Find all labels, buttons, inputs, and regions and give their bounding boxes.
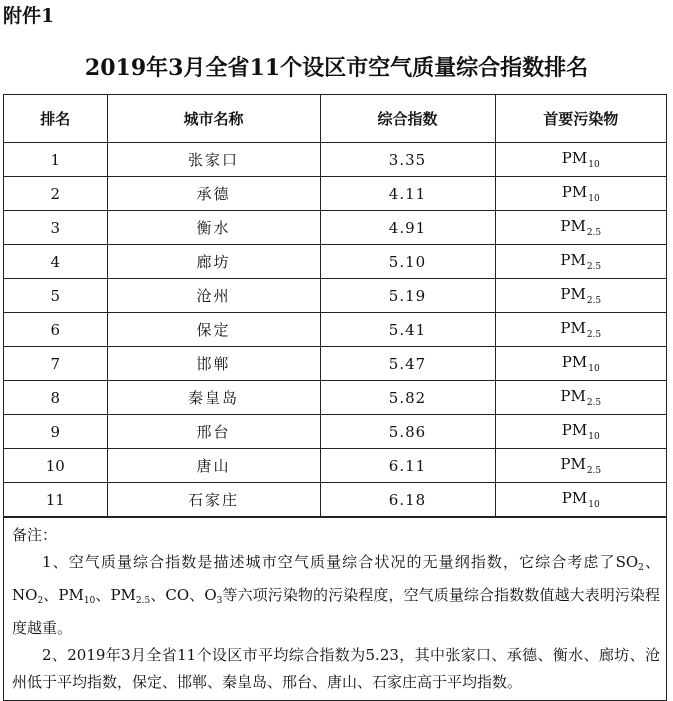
rank-cell: 2: [4, 177, 107, 211]
table-header-row: [4, 95, 666, 143]
city-cell: 邢台: [107, 415, 320, 449]
pollutant-cell: $PM_{2.5}$: [495, 381, 666, 415]
pollutant-cell: $PM_{2.5}$: [495, 211, 666, 245]
rank-cell: 6: [4, 313, 107, 347]
table-row: [4, 177, 666, 211]
index-cell: 5.86: [320, 415, 495, 449]
rank-cell: 9: [4, 415, 107, 449]
city-cell: 邯郸: [107, 347, 320, 381]
index-cell: 5.10: [320, 245, 495, 279]
pollutant-cell: $PM_{10}$: [495, 143, 666, 177]
pollutant-cell: $PM_{10}$: [495, 347, 666, 381]
table-row: [4, 211, 666, 245]
table-row: [4, 483, 666, 517]
index-cell: 4.11: [320, 177, 495, 211]
header-city: 城市名称: [107, 95, 320, 143]
table-row: [4, 245, 666, 279]
header-pollutant: 首要污染物: [495, 95, 666, 143]
index-cell: 4.91: [320, 211, 495, 245]
rank-cell: 1: [4, 143, 107, 177]
pollutant-cell: $PM_{10}$: [495, 415, 666, 449]
rank-cell: 5: [4, 279, 107, 313]
pollutant-cell: $PM_{10}$: [495, 483, 666, 517]
pollutant-cell: $PM_{2.5}$: [495, 449, 666, 483]
rank-cell: 8: [4, 381, 107, 415]
index-cell: 5.82: [320, 381, 495, 415]
table-row: [4, 313, 666, 347]
table-row: [4, 143, 666, 177]
index-cell: 5.41: [320, 313, 495, 347]
rank-cell: 10: [4, 449, 107, 483]
note-1: 1、空气质量综合指数是描述城市空气质量综合状况的无量纲指数，它综合考虑了$SO_2$、$NO_2$、$PM_{10}$、$PM_{2.5}$、CO、$O_3$等六项污染物的污染程度，空气质量综合指数数值越大表明污染程度越重。: [12, 553, 661, 637]
table-row: [4, 381, 666, 415]
table-row: [4, 279, 666, 313]
city-cell: 秦皇岛: [107, 381, 320, 415]
city-cell: 石家庄: [107, 483, 320, 517]
pollutant-cell: $PM_{2.5}$: [495, 245, 666, 279]
table-row: [4, 449, 666, 483]
city-cell: 保定: [107, 313, 320, 347]
rank-cell: 3: [4, 211, 107, 245]
city-cell: 张家口: [107, 143, 320, 177]
rank-cell: 7: [4, 347, 107, 381]
header-index: 综合指数: [320, 95, 495, 143]
ranking-table-container: [3, 94, 667, 701]
note-2: 2、2019年3月全省11个设区市平均综合指数为5.23，其中张家口、承德、衡水、廊坊、沧州低于平均指数，保定、邯郸、秦皇岛、邢台、唐山、石家庄高于平均指数。: [12, 646, 660, 691]
table-row: [4, 415, 666, 449]
city-cell: 沧州: [107, 279, 320, 313]
header-rank: 排名: [4, 95, 107, 143]
city-cell: 衡水: [107, 211, 320, 245]
index-cell: 5.47: [320, 347, 495, 381]
pollutant-cell: $PM_{2.5}$: [495, 279, 666, 313]
notes-heading: 备注：: [12, 526, 58, 544]
pollutant-cell: $PM_{10}$: [495, 177, 666, 211]
city-cell: 唐山: [107, 449, 320, 483]
table-row: [4, 347, 666, 381]
rank-cell: 4: [4, 245, 107, 279]
page-title: 2019年3月全省11个设区市空气质量综合指数排名: [84, 55, 589, 81]
index-cell: 3.35: [320, 143, 495, 177]
attachment-label: 附件1: [3, 5, 55, 27]
rank-cell: 11: [4, 483, 107, 517]
pollutant-cell: $PM_{2.5}$: [495, 313, 666, 347]
index-cell: 5.19: [320, 279, 495, 313]
city-cell: 承德: [107, 177, 320, 211]
ranking-table: [4, 95, 666, 517]
index-cell: 6.18: [320, 483, 495, 517]
notes-section: [4, 517, 666, 700]
index-cell: 6.11: [320, 449, 495, 483]
city-cell: 廊坊: [107, 245, 320, 279]
